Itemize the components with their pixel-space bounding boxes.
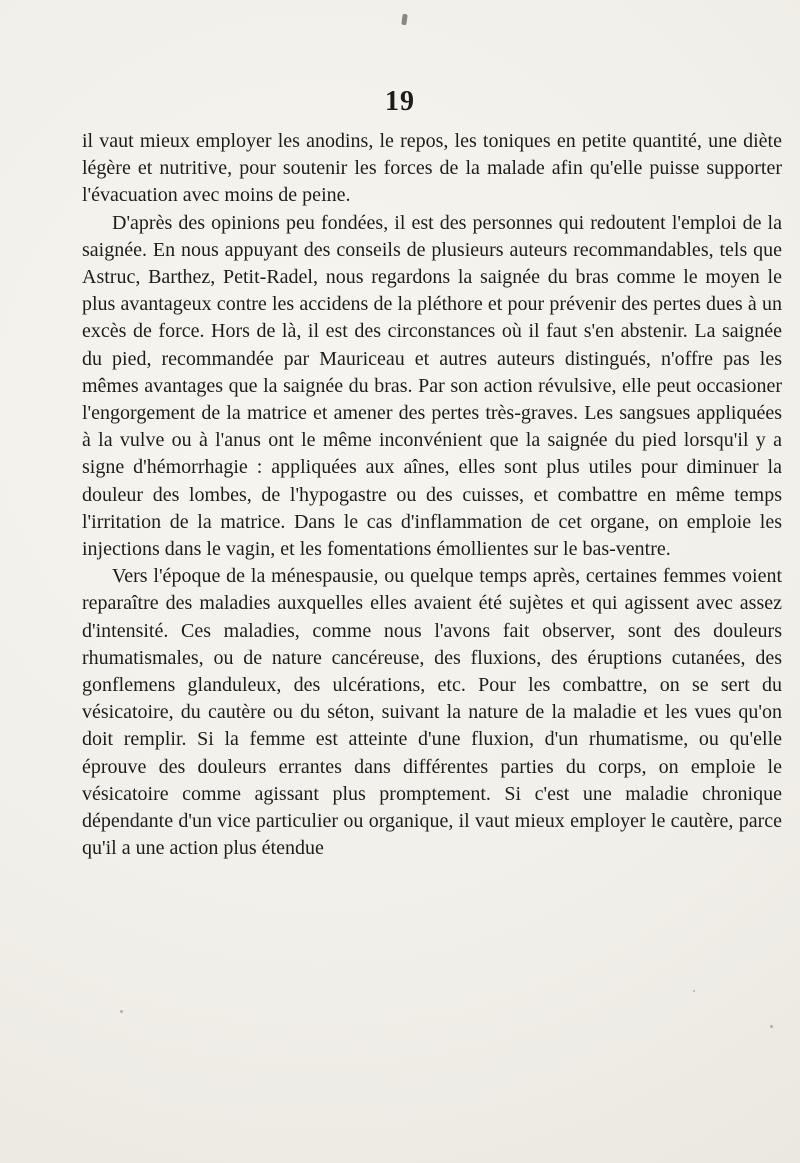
ink-mark: [401, 14, 407, 26]
paper-speck: [120, 1010, 123, 1013]
body-text: [82, 128, 782, 862]
paper-speck: [770, 1025, 773, 1028]
paragraph-2: D'après des opinions peu fondées, il est des personnes qui redoutent l'emploi de la saignée. En nous appuyant des conseils de plusieurs auteurs recommandables, tels que Astruc, Barthez, Petit-Radel, nous regardons la saignée du bras comme le moyen le plus avantageux contre les accidens de la pléthore et pour prévenir des pertes dues à un excès de force. Hors de là, il est des circonstances où il faut s'en abstenir. La saignée du pied, recommandée par Mauriceau et autres auteurs distingués, n'offre pas les mêmes avantages que la saignée du bras. Par son action révulsive, elle peut occasioner l'engorgement de la matrice et amener des pertes très-graves. Les sangsues appliquées à la vulve ou à l'anus ont le même inconvénient que la saignée du pied lorsqu'il y a signe d'hémorrhagie : appliquées aux aînes, elles sont plus utiles pour diminuer la douleur des lombes, de l'hypogastre ou des cuisses, et combattre en même temps l'irritation de la matrice. Dans le cas d'inflammation de cet organe, on emploie les injections dans le vagin, et les fomentations émollientes sur le bas-ventre.: [82, 211, 782, 561]
page-number: 19: [385, 86, 415, 117]
paper-speck: [693, 990, 695, 992]
paragraph-3: Vers l'époque de la ménespausie, ou quelque temps après, certaines femmes voient reparaître des maladies auxquelles elles avaient été sujètes et qui agissent avec assez d'intensité. Ces maladies, comme nous l'avons fait observer, sont des douleurs rhumatismales, ou de nature cancéreuse, des fluxions, des éruptions cutanées, des gonflemens glanduleux, des ulcérations, etc. Pour les combattre, on se sert du vésicatoire, du cautère ou du séton, suivant la nature de la maladie et les vues qu'on doit remplir. Si la femme est atteinte d'une fluxion, d'un rhumatisme, ou qu'elle éprouve des douleurs errantes dans différentes parties du corps, on emploie le vésicatoire comme agissant plus promptement. Si c'est une maladie chronique dépendante d'un vice particulier ou organique, il vaut mieux employer le cautère, parce qu'il a une action plus étendue: [82, 565, 782, 860]
paragraph-1: il vaut mieux employer les anodins, le repos, les toniques en petite quantité, une diète légère et nutritive, pour soutenir les forces de la malade afin qu'elle puisse supporter l'évacuation avec moins de peine.: [82, 130, 782, 207]
